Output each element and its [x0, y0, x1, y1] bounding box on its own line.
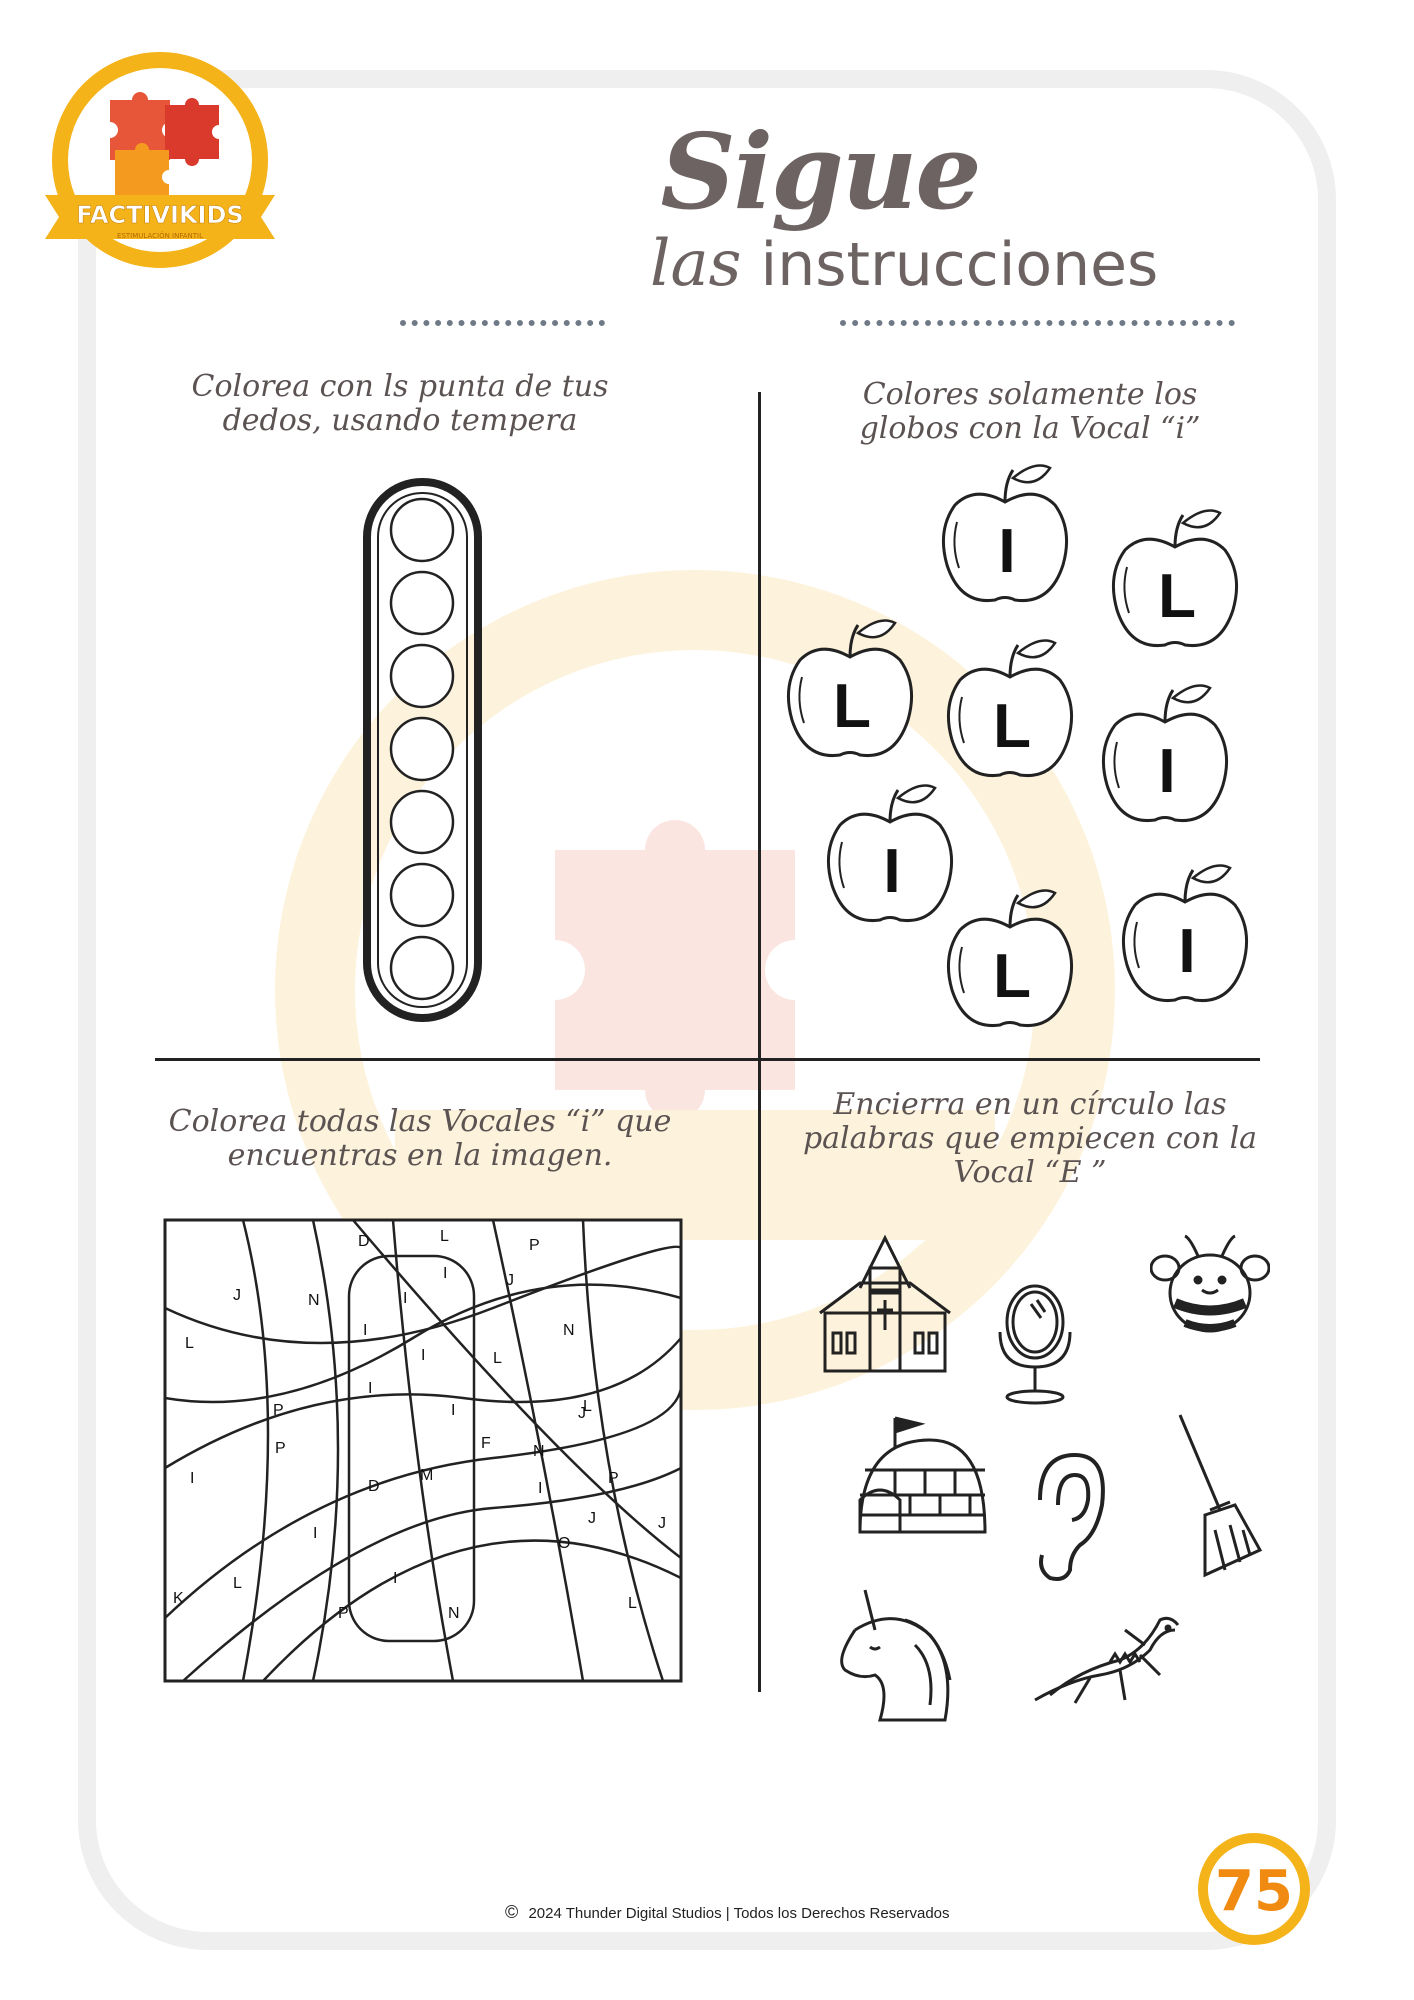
apple-item[interactable]	[1095, 680, 1235, 830]
maze-letter: P	[338, 1605, 349, 1622]
maze-letter: L	[583, 1398, 592, 1415]
maze-letter: P	[529, 1237, 540, 1254]
maze-letter: I	[451, 1402, 456, 1419]
maze-letter: I	[421, 1347, 426, 1364]
logo-tagline-text: ESTIMULACIÓN INFANTIL	[117, 232, 203, 240]
ear-icon	[1030, 1450, 1110, 1585]
maze-letter: I	[393, 1570, 398, 1587]
maze-letter: L	[185, 1335, 194, 1352]
apple-item[interactable]	[935, 460, 1075, 610]
apple-item[interactable]	[820, 780, 960, 930]
maze-letter: K	[173, 1590, 184, 1607]
maze-letter: O	[558, 1535, 571, 1552]
maze-letter: P	[608, 1470, 619, 1487]
apple-item[interactable]	[940, 635, 1080, 785]
page-number: 75	[1215, 1859, 1293, 1924]
factivikids-logo	[40, 45, 280, 275]
apple-letter: L	[993, 692, 1031, 761]
title-main: Sigue	[660, 110, 980, 233]
apple-letter: I	[883, 837, 901, 906]
q1-instruction: Colorea con ls punta de tus dedos, usando tempera	[191, 369, 609, 438]
apple-item[interactable]	[940, 885, 1080, 1035]
bee-icon	[1150, 1228, 1270, 1348]
apple-letter: I	[1158, 737, 1176, 806]
maze-letter: N	[308, 1292, 320, 1309]
mirror-icon	[985, 1282, 1085, 1407]
paint-dot-circle[interactable]	[391, 937, 453, 999]
maze-letter: M	[420, 1467, 434, 1484]
q2-instruction: Colores solamente los globos con la Vocal “i”	[859, 377, 1201, 446]
maze-letter: D	[358, 1233, 370, 1250]
page-number-badge	[1195, 1830, 1313, 1948]
apple-item[interactable]	[1115, 860, 1255, 1010]
copyright-footer	[505, 1902, 1105, 1923]
title-sub-las: las	[650, 227, 742, 301]
paint-dot-circle[interactable]	[391, 791, 453, 853]
maze-letter: N	[563, 1322, 575, 1339]
church-icon	[815, 1228, 955, 1373]
maze-letter: I	[190, 1470, 195, 1487]
dotted-divider-left	[400, 320, 605, 326]
maze-letter: I	[403, 1290, 408, 1307]
finger-paint-letter-i	[360, 475, 485, 1025]
paint-dot-circle[interactable]	[391, 572, 453, 634]
paint-dot-circle[interactable]	[391, 718, 453, 780]
apple-letter: I	[998, 517, 1016, 586]
maze-letter: N	[448, 1605, 460, 1622]
q3-instruction: Colorea todas las Vocales “i” que encuentras en la imagen.	[168, 1104, 672, 1173]
broom-icon	[1175, 1410, 1265, 1580]
apple-letter: L	[993, 942, 1031, 1011]
logo-brand-text: FACTIVIKIDS	[76, 201, 244, 229]
paint-dot-circle[interactable]	[391, 645, 453, 707]
maze-letter: J	[588, 1510, 596, 1527]
maze-letter: J	[233, 1287, 241, 1304]
paint-dot-circle[interactable]	[391, 864, 453, 926]
igloo-icon	[855, 1410, 990, 1535]
letter-maze	[163, 1218, 683, 1683]
maze-letter: I	[443, 1265, 448, 1282]
apple-letter: L	[1158, 562, 1196, 631]
maze-letter: J	[506, 1272, 514, 1289]
title-sub	[650, 227, 1210, 301]
dotted-divider-right	[840, 320, 1235, 326]
copyright-symbol: ©	[505, 1902, 519, 1922]
copyright-text: 2024 Thunder Digital Studios | Todos los Derechos Reservados	[528, 1905, 950, 1922]
maze-letter: J	[658, 1515, 666, 1532]
apple-item[interactable]	[1105, 505, 1245, 655]
maze-letter: N	[533, 1443, 545, 1460]
maze-letter: L	[493, 1350, 502, 1367]
maze-letter: I	[313, 1525, 318, 1542]
maze-letter: L	[233, 1575, 242, 1592]
maze-letter: I	[538, 1480, 543, 1497]
q4-instruction: Encierra en un círculo las palabras que empiecen con la Vocal “E ”	[802, 1087, 1258, 1190]
maze-letter: I	[363, 1322, 368, 1339]
maze-letter: F	[481, 1435, 491, 1452]
maze-letter: P	[273, 1402, 284, 1419]
maze-letter: D	[368, 1478, 380, 1495]
maze-letter: I	[368, 1380, 373, 1397]
title-sub-instrucciones: instrucciones	[760, 230, 1159, 300]
apple-item[interactable]	[780, 615, 920, 765]
maze-letter: L	[628, 1595, 637, 1612]
unicorn-icon	[835, 1585, 960, 1725]
maze-letter: L	[440, 1228, 449, 1245]
paint-dot-circle[interactable]	[391, 499, 453, 561]
apple-letter: I	[1178, 917, 1196, 986]
iguana-icon	[1030, 1600, 1180, 1715]
apple-letter: L	[833, 672, 871, 741]
maze-letter: J	[578, 1405, 586, 1422]
maze-letter: P	[275, 1440, 286, 1457]
apples-group	[760, 440, 1280, 1060]
